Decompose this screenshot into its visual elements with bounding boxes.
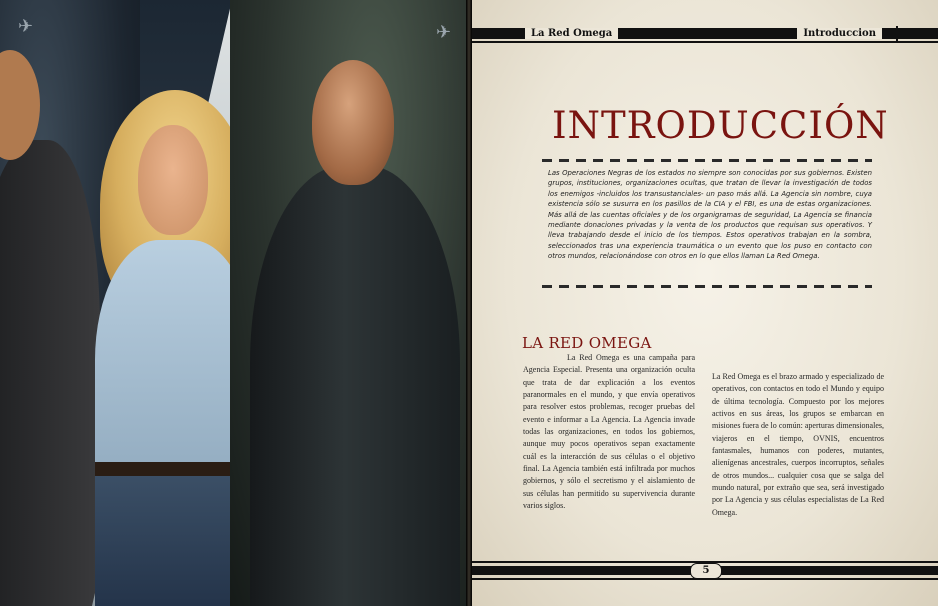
text-page xyxy=(472,0,938,606)
dashed-divider-top xyxy=(542,159,872,162)
intro-paragraph: Las Operaciones Negras de los estados no siempre son conocidas por sus gobiernos. Existen grupos, instituciones, organizaciones ocultas, que tratan de llevar la investigación de todos los enemigos -incluidos los transustanciales- un paso más allá. La Agencia sin nombre, cuya existencia sólo se susurra en los pasillos de la CIA y el FBI, es una de estas organizaciones. Más allá de las cuentas oficiales y de los organigramas de seguridad, La Agencia se financia mediante donaciones privadas y la venta de los productos que requisan sus operativos. Y lleva trabajando desde el inicio de los tiempos. Estos operativos trabajan en la sombra, seleccionados tras una experiencia traumática o un evento que los puso en contacto con otros mundos, relacionándose con otros en lo que ellos llaman La Red Omega. xyxy=(548,169,872,261)
section-title: LA RED OMEGA xyxy=(522,334,652,352)
figure-left-jacket xyxy=(0,140,100,606)
spaceship-icon: ✈ xyxy=(18,16,34,37)
body-column-right: La Red Omega es el brazo armado y especializado de operativos, con contactos en todo el Mundo y equipo de última tecnología. Compuesto por los mejores activos en sus áreas, los grupos se embarcan en misiones fuera de lo común: aperturas dimensionales, viajeros en el tiempo, OVNIS, encuentros fantasmales, humanos con poderes, mutantes, alienígenas ancestrales, cuerpos incorruptos, señales de otros mundos... cualquier cosa que se salga del mundo natural, por extraño que sea, será investigado por La Agencia y sus células especialistas de La Red Omega. xyxy=(712,372,884,517)
running-header-book-title: La Red Omega xyxy=(525,28,618,39)
cover-illustration xyxy=(0,0,468,606)
spaceship-icon: ✈ xyxy=(436,22,452,43)
chapter-title: INTRODUCCIÓN xyxy=(552,104,889,147)
header-rule xyxy=(472,41,938,43)
page-number: 5 xyxy=(690,563,722,579)
woman-face xyxy=(138,125,208,235)
running-header-chapter: Introduccion xyxy=(797,28,882,39)
header-tick xyxy=(896,26,898,41)
body-column-left: La Red Omega es una campaña para Agencia Especial. Presenta una organización oculta que trata de dar explicación a los eventos paranormales en el mundo, y que envía operativos para resolver estos problemas, recoger pruebas del evento e informar a La Agencia. La Agencia invade todas las organizaciones, en todos los gobiernos, aunque muy pocos operativos sepan exactamente cuál es la interacción de sus células o el objetivo final. La Agencia también está infiltrada por muchos gobiernos, y sólo el secretismo y el aislamiento de sus células han permitido su supervivencia durante varios siglos. xyxy=(523,353,695,511)
dashed-divider-bottom xyxy=(542,285,872,288)
man-head xyxy=(312,60,394,185)
man-jacket xyxy=(250,165,460,606)
